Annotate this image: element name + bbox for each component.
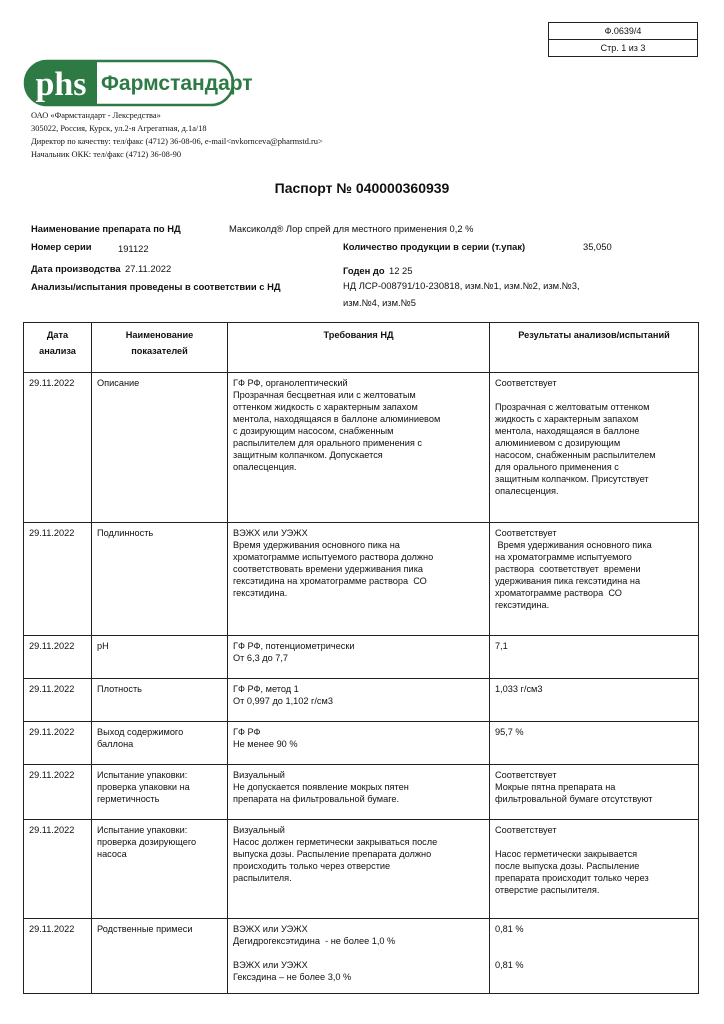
qc-head-line: Начальник ОКК: тел/факс (4712) 36-08-90 [31, 150, 182, 159]
col-header-results: Результаты анализов/испытаний [490, 323, 699, 373]
expiry-label: Годен до [343, 265, 385, 276]
row-date: 29.11.2022 [29, 727, 75, 737]
row-date: 29.11.2022 [29, 684, 75, 694]
table-row [24, 765, 699, 820]
row-indicator: pH [97, 641, 109, 651]
form-code-box [548, 22, 698, 57]
tests-reference-line1: НД ЛСР-008791/10-230818, изм.№1, изм.№2, изм.№3, [343, 280, 580, 291]
row-result: 95,7 % [495, 727, 524, 737]
table-row [24, 820, 699, 919]
company-logo [24, 58, 253, 108]
row-requirement: ГФ РФ, метод 1 От 0,997 до 1,102 г/см3 [233, 684, 333, 706]
col-header-requirements: Требования НД [228, 323, 490, 373]
quantity-label: Количество продукции в серии (т.упак) [343, 241, 526, 252]
row-indicator: Испытание упаковки: проверка дозирующего насоса [97, 825, 197, 859]
drug-name-value: Максиколд® Лор спрей для местного применения 0,2 % [229, 223, 474, 234]
company-name-line: ОАО «Фармстандарт - Лексредства» [31, 111, 161, 120]
logo-name: Фармстандарт [101, 72, 253, 95]
col-header-indicator: Наименование показателей [92, 323, 228, 373]
tests-label: Анализы/испытания проведены в соответствии с НД [31, 281, 281, 292]
table-row [24, 523, 699, 636]
row-indicator: Испытание упаковки: проверка упаковки на герметичность [97, 770, 190, 804]
expiry-value: 12 25 [389, 265, 413, 276]
quality-director-line: Директор по качеству: тел/факс (4712) 36-08-06, e-mail<nvkornceva@pharmstd.ru> [31, 137, 323, 146]
row-result: 7,1 [495, 641, 508, 651]
row-date: 29.11.2022 [29, 770, 75, 780]
form-code: Ф.0639/4 [549, 23, 697, 40]
row-indicator: Описание [97, 378, 140, 388]
series-label: Номер серии [31, 241, 92, 252]
row-requirement: Визуальный Не допускается появление мокрых пятен препарата на фильтровальной бумаге. [233, 770, 409, 804]
row-requirement: Визуальный Насос должен герметически закрываться после выпуска дозы. Распыление препарата должно происходить только через отверстие распылителя. [233, 825, 438, 883]
row-date: 29.11.2022 [29, 528, 75, 538]
row-date: 29.11.2022 [29, 378, 75, 388]
drug-name-label: Наименование препарата по НД [31, 223, 181, 234]
row-result: Соответствует Прозрачная с желтоватым оттенком жидкость с характерным запахом ментола, находящаяся в баллоне алюминиевом с дозирующим насосом, снабженным распылителем для орального применения с защитным колпачком. Присутствует опалесценция. [495, 378, 656, 496]
col-header-date: Дата анализа [24, 323, 92, 373]
production-date-label: Дата производства [31, 263, 121, 274]
row-requirement: ГФ РФ, органолептический Прозрачная бесцветная или с желтоватым оттенком жидкость с характерным запахом ментола, находящаяся в баллоне алюминиевом с дозирующим насосом, снабженным распылителем для орального применения с защитным колпачком. Допускается опалесценция. [233, 378, 441, 472]
row-date: 29.11.2022 [29, 641, 75, 651]
series-value: 191122 [118, 243, 149, 254]
row-indicator: Подлинность [97, 528, 154, 538]
row-indicator: Выход содержимого баллона [97, 727, 184, 749]
row-result: Соответствует Насос герметически закрывается после выпуска дозы. Распыление препарата происходит только через отверстие распылителя. [495, 825, 649, 895]
results-table [23, 322, 699, 994]
page-counter: Стр. 1 из 3 [600, 43, 646, 53]
tests-reference-line2: изм.№4, изм.№5 [343, 297, 416, 308]
company-address-line: 305022, Россия, Курск, ул.2-я Агрегатная, д.1а/18 [31, 124, 207, 133]
row-result: Соответствует Время удерживания основного пика на хроматограмме испытуемого раствора соответствует времени удерживания пика гексэтидина на хроматограмме раствора СО гексэтидина. [495, 528, 652, 610]
row-requirement: ВЭЖХ или УЭЖХ Дегидрогексэтидина - не более 1,0 % ВЭЖХ или УЭЖХ Гексэдина – не более 3,0 % [233, 924, 396, 982]
row-requirement: ГФ РФ, потенциометрически От 6,3 до 7,7 [233, 641, 355, 663]
logo-mark: phs [35, 66, 87, 103]
row-indicator: Родственные примеси [97, 924, 193, 934]
row-date: 29.11.2022 [29, 825, 75, 835]
row-indicator: Плотность [97, 684, 142, 694]
row-result: Соответствует Мокрые пятна препарата на фильтровальной бумаге отсутствуют [495, 770, 653, 804]
production-date-value: 27.11.2022 [125, 263, 172, 274]
table-row [24, 679, 699, 722]
quantity-value: 35,050 [583, 241, 612, 252]
row-result: 0,81 % 0,81 % [495, 924, 524, 970]
table-row [24, 373, 699, 523]
row-requirement: ВЭЖХ или УЭЖХ Время удерживания основного пика на хроматограмме испытуемого раствора должно соответствовать времени удерживания пика гексэтидина на хроматограмме раствора СО гексэтидина. [233, 528, 434, 598]
table-header-row [24, 323, 699, 373]
row-date: 29.11.2022 [29, 924, 75, 934]
table-row [24, 722, 699, 765]
row-result: 1,033 г/см3 [495, 684, 543, 694]
table-row [24, 919, 699, 994]
table-row [24, 636, 699, 679]
document-title: Паспорт № 040000360939 [274, 180, 450, 196]
row-requirement: ГФ РФ Не менее 90 % [233, 727, 298, 749]
